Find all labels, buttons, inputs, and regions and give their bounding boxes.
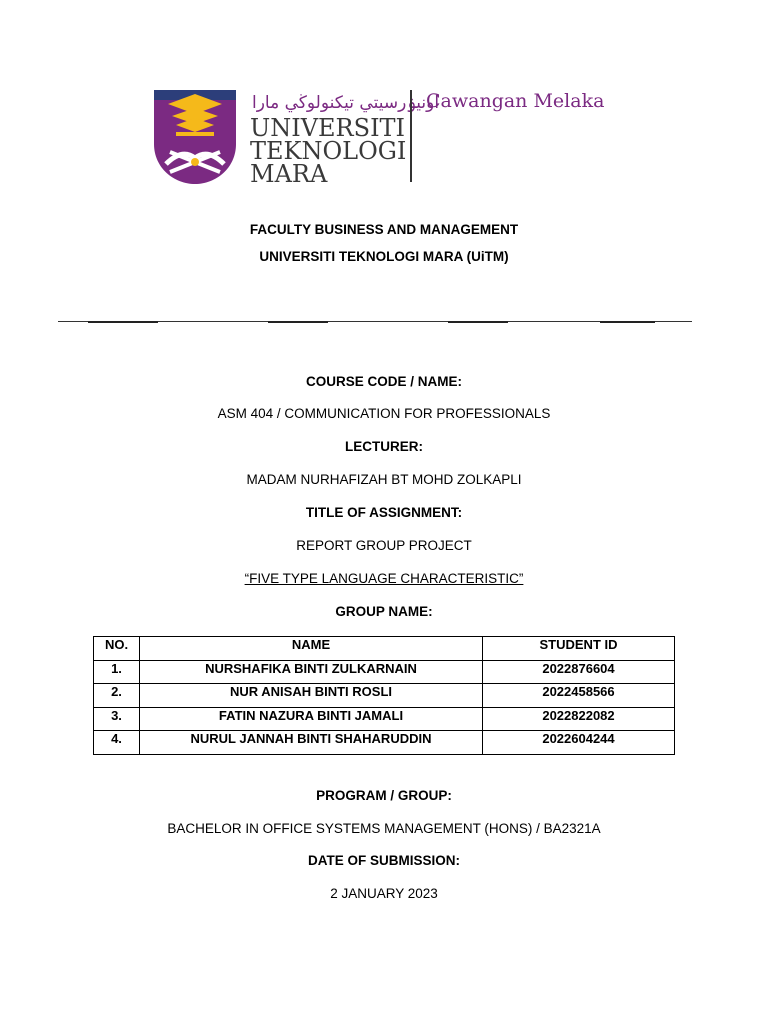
row-no: 2. <box>94 684 140 708</box>
column-header-student-id: STUDENT ID <box>483 637 675 661</box>
column-header-no: NO. <box>94 637 140 661</box>
assignment-value: REPORT GROUP PROJECT <box>296 538 472 553</box>
campus-name: Cawangan Melaka <box>426 90 605 112</box>
logo-line-1: UNIVERSITI <box>250 114 406 142</box>
table-row <box>94 684 675 708</box>
divider-segment <box>600 321 655 323</box>
jawi-logo-text: اونيۏرسيتي تيكنولوڬي مارا <box>252 93 440 113</box>
divider-segment <box>268 321 328 323</box>
assignment-subtitle: “FIVE TYPE LANGUAGE CHARACTERISTIC” <box>244 571 524 586</box>
table-header-row <box>94 637 675 661</box>
lecturer-label: LECTURER: <box>345 439 423 454</box>
uitm-crest-icon <box>154 90 236 184</box>
row-name: NUR ANISAH BINTI ROSLI <box>140 684 483 708</box>
submission-label: DATE OF SUBMISSION: <box>307 853 460 868</box>
divider-segment <box>88 321 158 323</box>
row-no: 3. <box>94 707 140 731</box>
row-student-id: 2022876604 <box>483 660 675 684</box>
divider-segment <box>448 321 508 323</box>
submission-value: 2 JANUARY 2023 <box>330 886 438 901</box>
row-student-id: 2022458566 <box>483 684 675 708</box>
uitm-logo <box>152 86 622 186</box>
university-title: UNIVERSITI TEKNOLOGI MARA (UiTM) <box>259 249 509 264</box>
group-members-table <box>93 636 675 755</box>
course-value: ASM 404 / COMMUNICATION FOR PROFESSIONALS <box>217 406 551 421</box>
faculty-title: FACULTY BUSINESS AND MANAGEMENT <box>249 222 519 237</box>
logo-line-3: MARA <box>250 160 328 186</box>
row-student-id: 2022604244 <box>483 731 675 755</box>
row-name: NURUL JANNAH BINTI SHAHARUDDIN <box>140 731 483 755</box>
row-name: NURSHAFIKA BINTI ZULKARNAIN <box>140 660 483 684</box>
program-label: PROGRAM / GROUP: <box>316 788 452 803</box>
table-row <box>94 707 675 731</box>
assignment-subtitle-row <box>0 571 768 586</box>
course-label: COURSE CODE / NAME: <box>305 374 462 389</box>
table-row <box>94 660 675 684</box>
table-row <box>94 731 675 755</box>
row-name: FATIN NAZURA BINTI JAMALI <box>140 707 483 731</box>
logo-line-2: TEKNOLOGI <box>250 137 407 165</box>
row-no: 1. <box>94 660 140 684</box>
row-no: 4. <box>94 731 140 755</box>
lecturer-value: MADAM NURHAFIZAH BT MOHD ZOLKAPLI <box>246 472 522 487</box>
group-label: GROUP NAME: <box>335 604 433 619</box>
column-header-name: NAME <box>140 637 483 661</box>
program-value: BACHELOR IN OFFICE SYSTEMS MANAGEMENT (HONS) / BA2321A <box>167 821 601 836</box>
assignment-label: TITLE OF ASSIGNMENT: <box>305 505 463 520</box>
row-student-id: 2022822082 <box>483 707 675 731</box>
